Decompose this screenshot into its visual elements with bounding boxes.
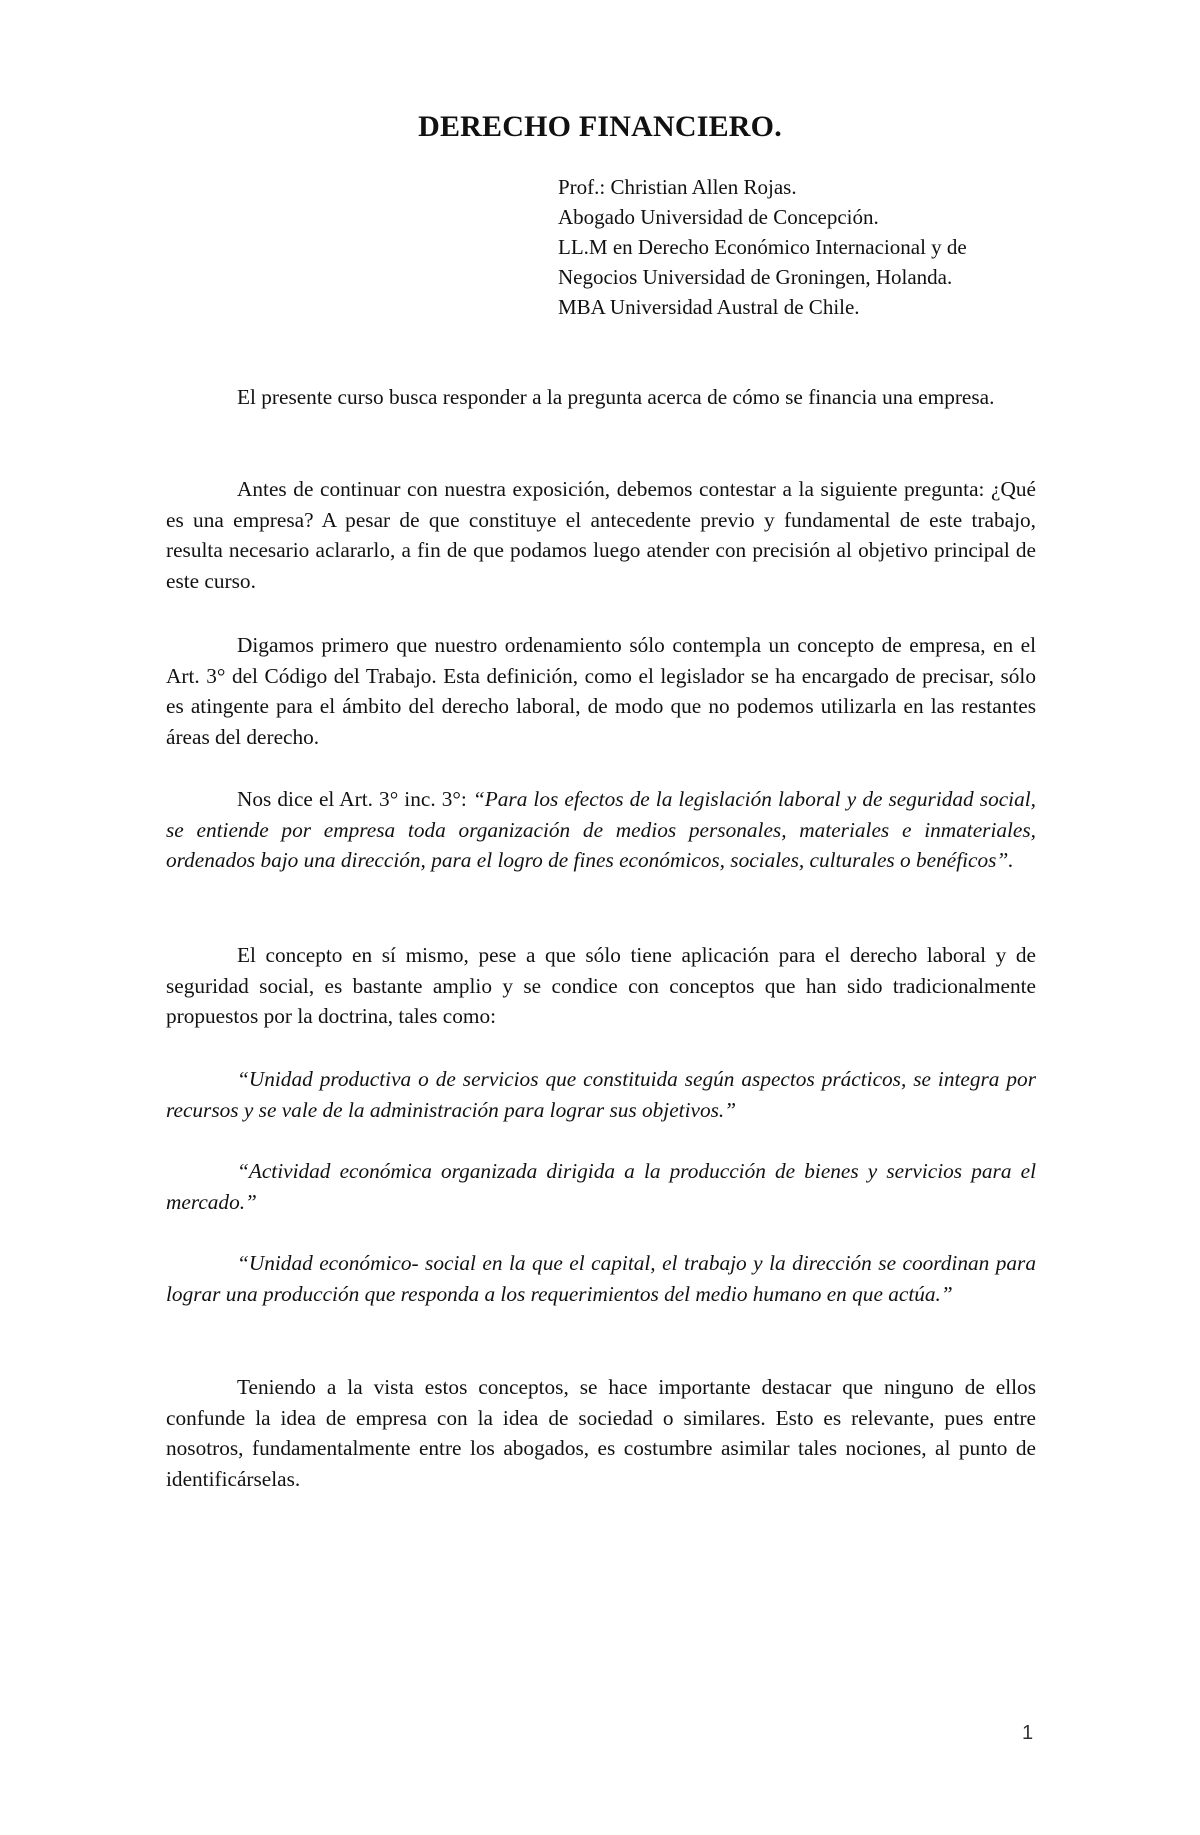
doctrine-quote-1 [166,1064,1036,1125]
paragraph-intro [166,382,1036,413]
paragraph-question [166,474,1036,596]
paragraph-concept [166,940,1036,1032]
paragraph: Digamos primero que nuestro ordenamiento sólo contempla un concepto de empresa, en el Art. 3° del Código del Trabajo. Esta definición, como el legislador se ha encargado de precisar, sólo es atingente para el ámbito del derecho laboral, de modo que no podemos utilizarla en las restantes áreas del derecho. [166,633,1036,749]
paragraph-closing [166,1372,1036,1494]
paragraph: Teniendo a la vista estos conceptos, se hace importante destacar que ninguno de ellos confunde la idea de empresa con la idea de sociedad o similares. Esto es relevante, pues entre nosotros, fundamentalmente entre los abogados, es costumbre asimilar tales nociones, al punto de identificárselas. [166,1375,1036,1491]
page-number: 1 [1022,1722,1034,1744]
author-line: Prof.: Christian Allen Rojas. [558,175,797,199]
doctrine-quote-3 [166,1248,1036,1309]
article-intro: Nos dice el Art. 3° inc. 3°: [237,787,473,811]
paragraph: El concepto en sí mismo, pese a que sólo tiene aplicación para el derecho laboral y de seguridad social, es bastante amplio y se condice con conceptos que han sido tradicionalmente propuestos por la doctrina, tales como: [166,943,1036,1028]
author-block [558,172,1038,322]
author-line: Negocios Universidad de Groningen, Holanda. [558,265,953,289]
quote: “Unidad productiva o de servicios que constituida según aspectos prácticos, se integra por recursos y se vale de la administración para lograr sus objetivos.” [166,1067,1036,1122]
article-quote: “Para los efectos de la legislación laboral y de seguridad social, se entiende por empresa toda organización de medios personales, materiales e inmateriales, ordenados bajo una dirección, para el logro de fines económicos, sociales, culturales o benéficos”. [166,787,1036,872]
author-line: MBA Universidad Austral de Chile. [558,295,860,319]
paragraph: El presente curso busca responder a la pregunta acerca de cómo se financia una empresa. [237,385,995,409]
doctrine-quote-2 [166,1156,1036,1217]
quote: “Actividad económica organizada dirigida a la producción de bienes y servicios para el mercado.” [166,1159,1036,1214]
paragraph-code [166,630,1036,752]
author-line: Abogado Universidad de Concepción. [558,205,879,229]
paragraph: Antes de continuar con nuestra exposición, debemos contestar a la siguiente pregunta: ¿Qué es una empresa? A pesar de que constituye el antecedente previo y fundamental de este trabajo, resulta necesario aclararlo, a fin de que podamos luego atender con precisión al objetivo principal de este curso. [166,477,1036,593]
paragraph [166,784,1036,876]
quote: “Unidad económico- social en la que el capital, el trabajo y la dirección se coordinan para lograr una producción que responda a los requerimientos del medio humano en que actúa.” [166,1251,1036,1306]
author-line: LL.M en Derecho Económico Internacional y de [558,235,967,259]
document-title: DERECHO FINANCIERO. [418,110,782,143]
paragraph-article [166,784,1036,876]
